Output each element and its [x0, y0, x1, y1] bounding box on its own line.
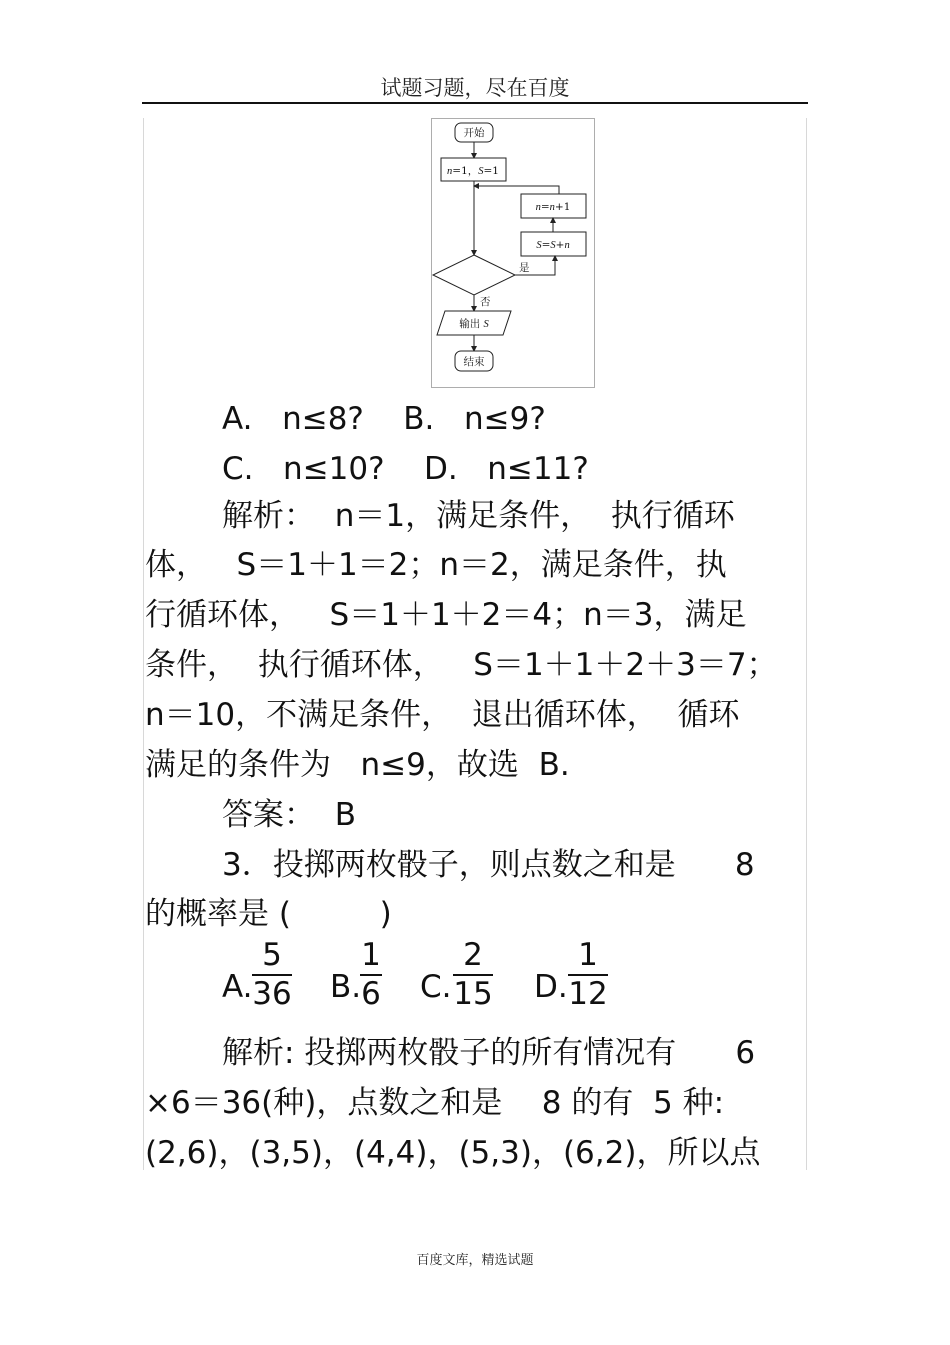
flowchart-no-label: 否	[480, 296, 491, 308]
option-b-letter: B.	[330, 969, 362, 1005]
option-a-letter: A.	[222, 969, 253, 1005]
option-c-letter: C.	[420, 969, 452, 1005]
answer-line: 答案： B	[222, 797, 356, 833]
option-c-numerator: 2	[463, 937, 483, 973]
solution3-line1: 解析: 投掷两枚骰子的所有情况有 6	[222, 1035, 756, 1071]
solution1-line4: 条件， 执行循环体， S＝1＋1＋2＋3＝7；	[145, 647, 778, 683]
option-a-fraction	[252, 937, 292, 1012]
option-d-letter: D.	[534, 969, 568, 1005]
flowchart-end-label: 结束	[463, 356, 485, 368]
page-header: 试题习题，尽在百度	[380, 76, 570, 100]
page-edge-left	[143, 118, 144, 1170]
option-c-fraction	[453, 937, 493, 1012]
option-b-denominator: 6	[361, 976, 381, 1012]
page-edge-right	[806, 118, 807, 1170]
flowchart-step-s-label: S=S+n	[536, 239, 570, 251]
option-d-fraction	[568, 937, 608, 1012]
options-cd: C. n≤10? D. n≤11?	[222, 451, 589, 487]
option-d-denominator: 12	[568, 976, 608, 1012]
header-rule	[142, 102, 808, 104]
option-d-numerator: 1	[578, 937, 598, 973]
flowchart-start-label: 开始	[463, 127, 485, 139]
flowchart-output-label: 输出 S	[459, 318, 489, 330]
flowchart-init-label: n=1，S=1	[447, 165, 499, 177]
solution3-line2: ×6＝36(种)，点数之和是 8 的有 5 种:	[145, 1085, 725, 1121]
option-c-denominator: 15	[453, 976, 493, 1012]
option-b-fraction	[360, 937, 382, 1012]
solution1-line1: 解析： n＝1，满足条件， 执行循环	[222, 498, 735, 534]
option-a-numerator: 5	[262, 937, 282, 973]
option-b-numerator: 1	[361, 937, 381, 973]
question3-line1: 3．投掷两枚骰子，则点数之和是 8	[222, 847, 755, 883]
flowchart	[431, 118, 595, 388]
option-a-denominator: 36	[252, 976, 292, 1012]
solution1-line5: n＝10，不满足条件， 退出循环体， 循环	[145, 697, 740, 733]
options-ab: A. n≤8? B. n≤9?	[222, 401, 546, 437]
flowchart-step-n-label: n=n+1	[535, 201, 571, 213]
solution1-line3: 行循环体， S＝1＋1＋2＝4；n＝3，满足	[145, 597, 747, 633]
question3-line2: 的概率是 ( )	[145, 896, 392, 932]
solution1-line2: 体， S＝1＋1＝2；n＝2，满足条件，执	[145, 547, 727, 583]
page-footer: 百度文库，精选试题	[416, 1253, 534, 1268]
solution1-line6: 满足的条件为 n≤9，故选 B.	[145, 747, 570, 783]
solution3-line3: (2,6)，(3,5)，(4,4)，(5,3)，(6,2)，所以点	[145, 1135, 761, 1171]
flowchart-yes-label: 是	[519, 262, 530, 274]
